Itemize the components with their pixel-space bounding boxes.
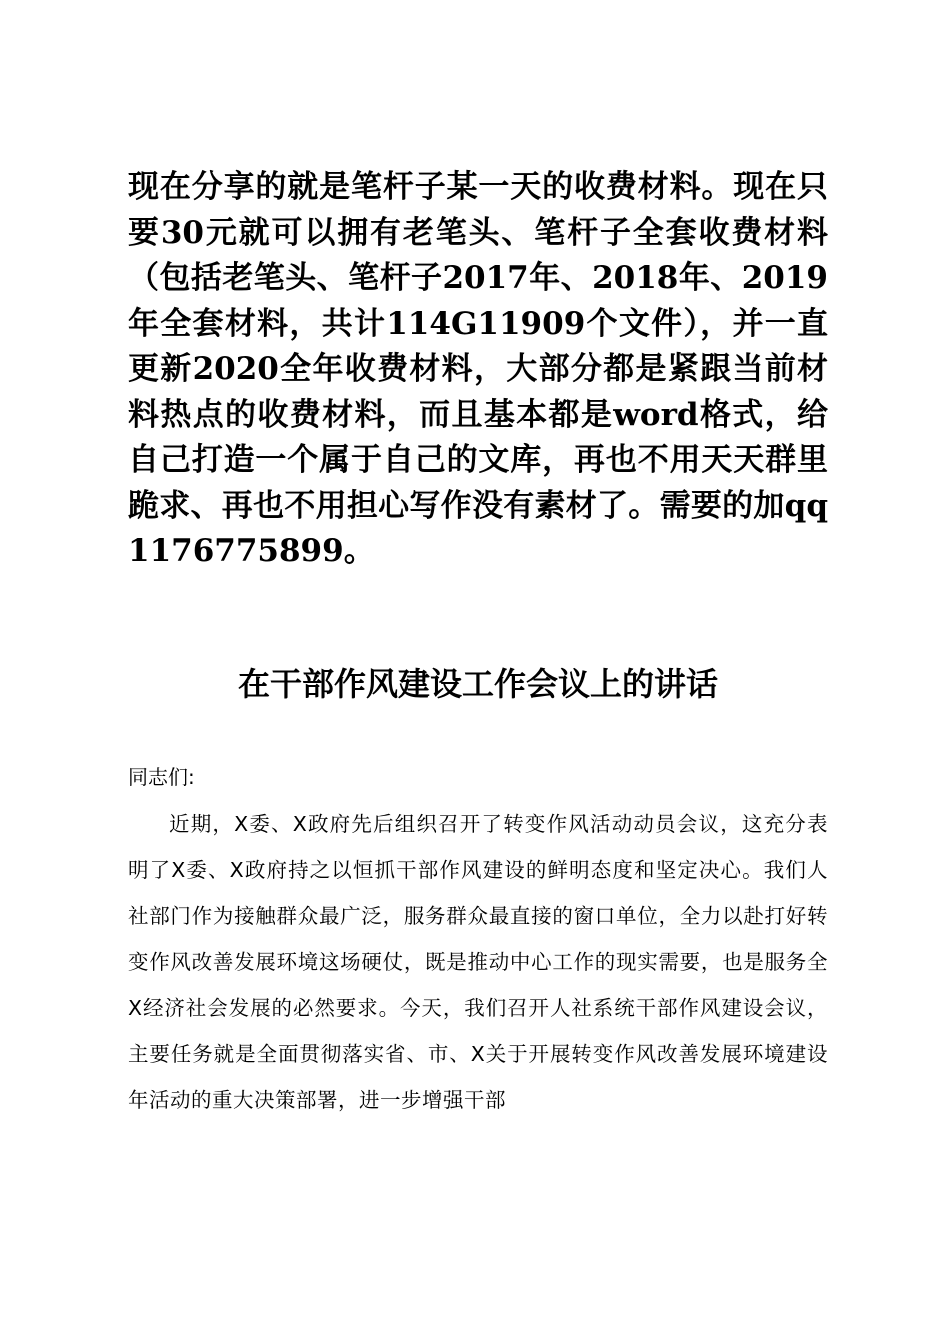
body-paragraph: 近期，X委、X政府先后组织召开了转变作风活动动员会议，这充分表明了X委、X政府持之以恒抓干部作风建设的鲜明态度和坚定决心。我们人社部门作为接触群众最广泛，服务群众最直接的窗口单位，全力以赴打好转变作风改善发展环境这场硬仗，既是推动中心工作的现实需要，也是服务全X经济社会发展的必然要求。今天，我们召开人社系统干部作风建设会议，主要任务就是全面贯彻落实省、市、X关于开展转变作风改善发展环境建设年活动的重大决策部署，进一步增强干部 bbox=[128, 812, 828, 1112]
document-title: 在干部作风建设工作会议上的讲话 bbox=[237, 665, 718, 703]
salutation: 同志们: bbox=[128, 765, 195, 789]
promo-paragraph: 现在分享的就是笔杆子某一天的收费材料。现在只要30元就可以拥有老笔头、笔杆子全套收费材料（包括老笔头、笔杆子2017年、2018年、2019年全套材料，共计114G11909个文件），并一直更新2020全年收费材料，大部分都是紧跟当前材料热点的收费材料，而且基本都是word格式，给自己打造一个属于自己的文库，再也不用天天群里跪求、再也不用担心写作没有素材了。需要的加qq1176775899。 bbox=[128, 169, 828, 569]
